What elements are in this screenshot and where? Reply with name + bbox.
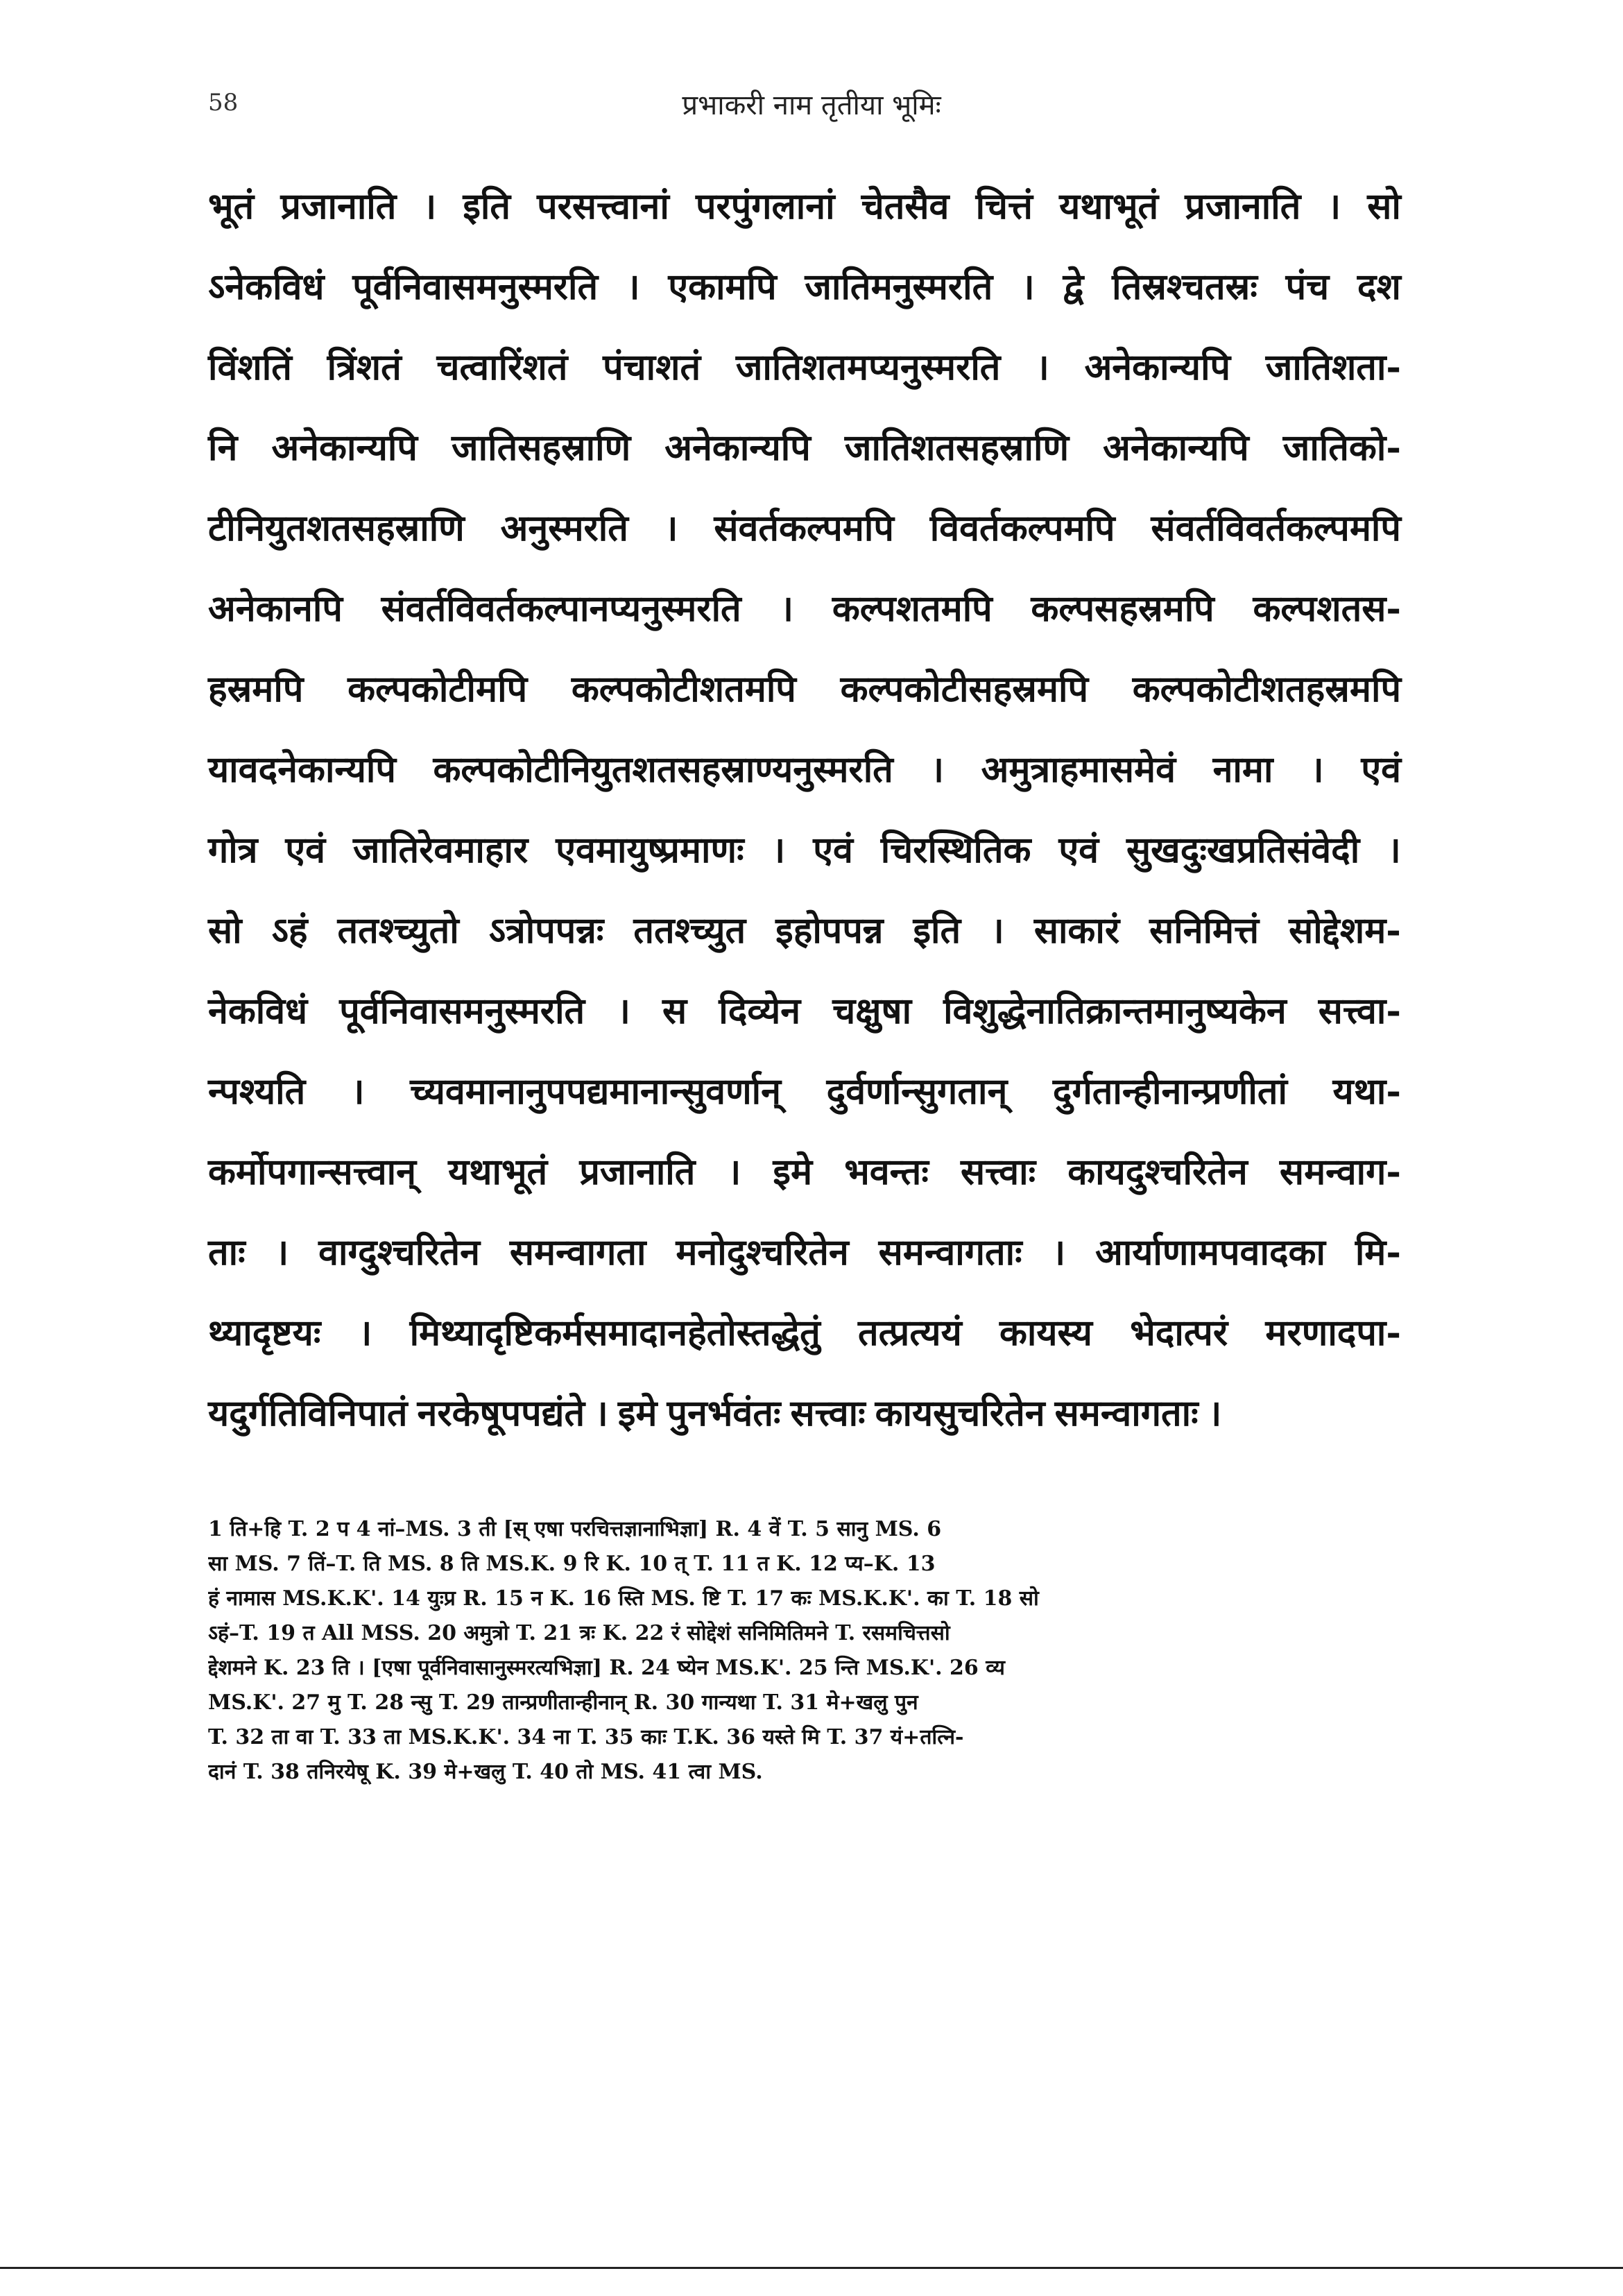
text-line: [208, 730, 1401, 810]
word: चक्षुषा: [832, 990, 912, 1032]
word: ।: [350, 1070, 365, 1113]
word: एवं: [285, 829, 326, 871]
word: जातिसहस्राणि: [452, 427, 631, 469]
word: चत्वारिंशतं: [436, 346, 568, 388]
word: अनेकान्यपि: [1103, 427, 1249, 469]
word: अमुत्राहमासमेवं: [981, 748, 1176, 791]
word: कल्पकोटीनियुतशतसहस्राण्यनुस्मरति: [433, 748, 893, 791]
text-line: [208, 1132, 1401, 1213]
word: ।: [771, 829, 786, 871]
word: विशुद्धेनातिक्रान्तमानुष्यकेन: [943, 990, 1287, 1032]
footnote-line: हं नामास MS.K.K'. 14 युःप्र R. 15 न K. 16 स्ति MS. ष्टि T. 17 कः MS.K.K'. का T. 18 सो: [208, 1586, 1039, 1611]
word: आर्याणामपवादका: [1095, 1231, 1325, 1274]
word: प्रजानाति: [280, 185, 397, 228]
footnote-line: MS.K'. 27 मु T. 28 न्सु T. 29 तान्प्रणीतान्हीनान् R. 30 गान्यथा T. 31 मे+खलु पुन: [208, 1690, 918, 1715]
word: यावदनेकान्यपि: [208, 748, 396, 791]
word: कायदुश्चरितेन: [1067, 1151, 1248, 1193]
footnote-line: सा MS. 7 तिं–T. ति MS. 8 ति MS.K. 9 रि K. 10 त् T. 11 त K. 12 प्य–K. 13: [208, 1552, 936, 1576]
word: ।: [626, 266, 640, 308]
word: प्रजानाति: [579, 1151, 696, 1193]
word: नि: [208, 427, 238, 469]
word: सनिमित्तं: [1149, 909, 1260, 952]
word: ।: [1036, 346, 1049, 388]
word: ऽहं: [271, 909, 308, 952]
word: कल्पकोटीसहस्रमपि: [840, 668, 1088, 710]
word: कल्पशतस-: [1253, 588, 1401, 630]
word: जातिशतमप्यनुस्मरति: [735, 346, 1001, 388]
word: अनेकान्यपि: [1084, 346, 1231, 388]
word: इहोपपन्न: [775, 909, 884, 952]
word: सोद्देशम-: [1289, 909, 1401, 952]
footnote-line: दानं T. 38 तनिरयेषू K. 39 मे+खलु T. 40 तो MS. 41 त्वा MS.: [208, 1760, 763, 1784]
word: ।: [780, 588, 794, 630]
word: ।: [664, 507, 678, 549]
word: द्वे: [1063, 266, 1084, 308]
text-line: [208, 810, 1401, 891]
word: नेकविधं: [208, 990, 308, 1032]
text-line: [208, 327, 1401, 408]
word: सुखदुःखप्रतिसंवेदी: [1126, 829, 1360, 871]
word: कल्पकोटीशतमपि: [571, 668, 796, 710]
word: यथा-: [1332, 1070, 1401, 1113]
text-line: [208, 166, 1401, 247]
text-line: [208, 891, 1401, 971]
word: जातिको-: [1282, 427, 1401, 469]
word: ।: [594, 1392, 608, 1434]
word: नरकेषूपपद्यंते: [417, 1392, 585, 1434]
word: समन्वागता: [509, 1231, 646, 1274]
word: मि-: [1355, 1231, 1401, 1274]
main-text: [208, 166, 1401, 1454]
text-line: [208, 247, 1401, 327]
word: सत्त्वाः: [790, 1392, 866, 1434]
word: यथाभूतं: [448, 1151, 548, 1193]
word: एवमायुष्प्रमाणः: [556, 829, 744, 871]
word: ताः: [208, 1231, 246, 1274]
word: कायस्य: [999, 1312, 1092, 1354]
word: ।: [1020, 266, 1035, 308]
word: चेतसैव: [861, 185, 950, 228]
word: कल्पसहस्रमपि: [1031, 588, 1214, 630]
word: थ्यादृष्टयः: [208, 1312, 321, 1354]
word: इमे: [773, 1151, 813, 1193]
text-line: [208, 649, 1401, 730]
footnote-line: ऽहं–T. 19 त All MSS. 20 अमुत्रो T. 21 त्रः K. 22 रं सोद्देशं सनिमितिमने T. रसमचित्तसो: [208, 1621, 950, 1645]
word: सत्त्वाः: [960, 1151, 1036, 1193]
word: एकामपि: [668, 266, 777, 308]
word: एवं: [813, 829, 853, 871]
word: प्रजानाति: [1185, 185, 1301, 228]
word: वाग्दुश्चरितेन: [318, 1231, 481, 1274]
word: साकारं: [1033, 909, 1120, 952]
word: अनेकान्यपि: [271, 427, 418, 469]
footnotes: [208, 1512, 1401, 1790]
word: परपुंगलानां: [695, 185, 835, 228]
word: मिथ्यादृष्टिकर्मसमादानहेतोस्तद्धेतुं: [409, 1312, 821, 1354]
word: तत्प्रत्ययं: [858, 1312, 962, 1354]
word: अनेकान्यपि: [664, 427, 811, 469]
word: मनोदुश्चरितेन: [676, 1231, 849, 1274]
word: समन्वागताः: [878, 1231, 1022, 1274]
text-line: [208, 408, 1401, 488]
word: भवन्तः: [844, 1151, 929, 1193]
word: सो: [208, 909, 242, 952]
word: संवर्तकल्पमपि: [714, 507, 894, 549]
word: विंशतिं: [208, 346, 292, 388]
word: परसत्त्वानां: [537, 185, 669, 228]
word: इति: [463, 185, 510, 228]
word: समन्वाग-: [1279, 1151, 1401, 1193]
word: गोत्र: [208, 829, 258, 871]
word: चित्तं: [975, 185, 1033, 228]
word: ।: [422, 185, 437, 228]
word: ।: [930, 748, 945, 791]
word: ।: [1051, 1231, 1066, 1274]
text-line: [208, 1373, 1401, 1454]
word: अनेकानपि: [208, 588, 343, 630]
word: दिव्येन: [719, 990, 801, 1032]
word: पुनर्भवंतः: [667, 1392, 781, 1434]
word: चिरस्थितिक: [880, 829, 1031, 871]
word: ततश्च्युतो: [337, 909, 459, 952]
word: पंचाशतं: [603, 346, 701, 388]
word: न्पश्यति: [208, 1070, 306, 1113]
word: कल्पकोटीमपि: [347, 668, 528, 710]
word: एवं: [1058, 829, 1099, 871]
word: च्यवमानानुपपद्यमानान्सुवर्णान्: [410, 1070, 781, 1113]
word: ततश्च्युत: [633, 909, 746, 952]
footnote-line: T. 32 ता वा T. 33 ता MS.K.K'. 34 ना T. 35 काः T.K. 36 यस्ते मि T. 37 यं+तत्नि-: [208, 1725, 964, 1749]
word: ।: [275, 1231, 289, 1274]
word: टीनियुतशतसहस्राणि: [208, 507, 465, 549]
running-title: प्रभाकरी नाम तृतीया भूमिः: [682, 89, 941, 121]
word: तिस्रश्चतस्रः: [1112, 266, 1257, 308]
word: पूर्वनिवासमनुस्मरति: [339, 990, 585, 1032]
page-number: 58: [208, 89, 239, 117]
word: ।: [727, 1151, 741, 1193]
footnote-line: 1 ति+हि T. 2 प 4 नां–MS. 3 ती [स् एषा परचित्तज्ञानाभिज्ञा] R. 4 वें T. 5 सानु MS. 6: [208, 1517, 942, 1541]
word: सत्त्वा-: [1318, 990, 1401, 1032]
word: संवर्तविवर्तकल्पमपि: [1151, 507, 1401, 549]
word: ।: [1387, 829, 1401, 871]
word: पूर्वनिवासमनुस्मरति: [352, 266, 599, 308]
word: नामा: [1212, 748, 1273, 791]
word: इति: [913, 909, 961, 952]
bottom-rule: [0, 2267, 1623, 2269]
word: समन्वागताः: [1054, 1392, 1199, 1434]
text-line: [208, 569, 1401, 649]
word: जातिरेवमाहार: [353, 829, 529, 871]
word: ऽनेकविधं: [208, 266, 325, 308]
word: कल्पशतमपि: [832, 588, 993, 630]
word: कायसुचरितेन: [875, 1392, 1045, 1434]
word: इमे: [617, 1392, 658, 1434]
word: ।: [358, 1312, 372, 1354]
word: ।: [1310, 748, 1324, 791]
word: यथाभूतं: [1059, 185, 1159, 228]
word: भेदात्परं: [1130, 1312, 1228, 1354]
word: दुर्गतान्हीनान्प्रणीतां: [1052, 1070, 1287, 1113]
word: यदुर्गतिविनिपातं: [208, 1392, 408, 1434]
word: अनुस्मरति: [500, 507, 628, 549]
word: स: [662, 990, 687, 1032]
word: ।: [1208, 1392, 1222, 1434]
word: कल्पकोटीशतहस्रमपि: [1132, 668, 1401, 710]
word: दुर्वर्णान्सुगतान्: [826, 1070, 1008, 1113]
word: ।: [990, 909, 1004, 952]
footnote-line: द्देशमने K. 23 ति । [एषा पूर्वनिवासानुस्मरत्यभिज्ञा] R. 24 ष्येन MS.K'. 25 न्ति MS.K'. 26 व्य: [208, 1656, 1005, 1680]
word: ।: [617, 990, 630, 1032]
word: जातिशता-: [1265, 346, 1401, 388]
word: भूतं: [208, 185, 255, 228]
word: जातिशतसहस्राणि: [844, 427, 1070, 469]
word: ।: [1327, 185, 1341, 228]
word: दश: [1357, 266, 1401, 308]
word: त्रिंशतं: [327, 346, 402, 388]
word: संवर्तविवर्तकल्पानप्यनुस्मरति: [381, 588, 741, 630]
word: ऽत्रोपपन्नः: [488, 909, 604, 952]
word: सो: [1367, 185, 1401, 228]
text-line: [208, 971, 1401, 1052]
word: जातिमनुस्मरति: [805, 266, 993, 308]
text-line: [208, 488, 1401, 569]
word: विवर्तकल्पमपि: [929, 507, 1115, 549]
word: एवं: [1361, 748, 1401, 791]
text-line: [208, 1213, 1401, 1293]
word: हस्रमपि: [208, 668, 304, 710]
word: पंच: [1285, 266, 1330, 308]
text-line: [208, 1052, 1401, 1132]
text-line: [208, 1293, 1401, 1373]
word: मरणादपा-: [1265, 1312, 1401, 1354]
word: कर्मोपगान्सत्त्वान्: [208, 1151, 416, 1193]
